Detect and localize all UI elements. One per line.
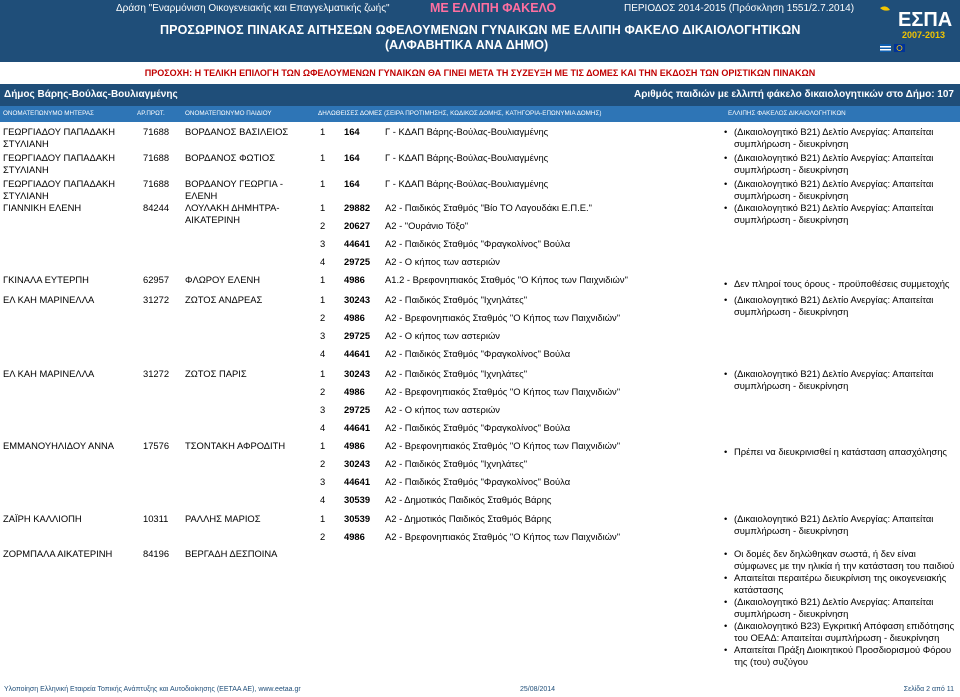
footer-date: 25/08/2014 xyxy=(520,686,556,693)
action-title: Δράση "Εναρμόνιση Οικογενειακής και Επαγγελματικής ζωής" xyxy=(116,3,390,14)
preference-order: 4 xyxy=(320,256,326,267)
municipality-name: Δήμος Βάρης-Βούλας-Βουλιαγμένης xyxy=(4,89,178,100)
structure-name: Α2 - Βρεφονηπιακός Σταθμός "Ο Κήπος των Παιχνιδιών" xyxy=(385,312,621,323)
mother-name: ΓΕΩΡΓΙΑΔΟΥ ΠΑΠΑΔΑΚΗ ΣΤΥΛΙΑΝΗ xyxy=(3,178,116,201)
remark-item: • Απαιτείται Πράξη Διοικητικού Προσδιορισμού Φόρου της (του) συζύγου xyxy=(722,644,956,668)
preference-order: 4 xyxy=(320,422,326,433)
remark-item: • (Δικαιολογητικό Β23) Εγκριτική Απόφαση επιδότησης του ΟΕΑΔ: Απαιτείται συμπλήρωση - διευκρίνηση xyxy=(722,620,956,644)
structure-code: 29725 xyxy=(344,404,371,415)
structure-name: Α2 - "Ουράνιο Τόξο" xyxy=(385,220,469,231)
municipality-bar xyxy=(0,84,960,106)
structure-code: 164 xyxy=(344,152,360,163)
structure-name: Α2 - Ο κήπος των αστεριών xyxy=(385,256,500,267)
remarks-list xyxy=(722,446,956,458)
incomplete-file-title: ΜΕ ΕΛΛΙΠΗ ΦΑΚΕΛΟ xyxy=(430,1,557,15)
protocol-number: 84244 xyxy=(143,202,170,213)
remark-item: • (Δικαιολογητικό Β21) Δελτίο Ανεργίας: Απαιτείται συμπλήρωση - διευκρίνηση xyxy=(722,202,956,226)
footer-page-number: Σελίδα 2 από 11 xyxy=(903,686,954,693)
structure-code: 30539 xyxy=(344,513,371,524)
child-name: ΒΟΡΔΑΝΟΣ ΦΩΤΙΟΣ xyxy=(185,152,275,163)
preference-order: 1 xyxy=(320,513,326,524)
remarks-list xyxy=(722,278,956,290)
warning-banner: ΠΡΟΣΟΧΗ: Η ΤΕΛΙΚΗ ΕΠΙΛΟΓΗ ΤΩΝ ΩΦΕΛΟΥΜΕΝΩΝ ΓΥΝΑΙΚΩΝ ΘΑ ΓΙΝΕΙ ΜΕΤΑ ΤΗ ΣΥΖΕΥΞΗ ΜΕ ΤΙΣ ΔΟΜΕΣ ΚΑΙ ΤΗΝ ΕΚΔΟΣΗ ΤΩΝ ΟΡΙΣΤΙΚΩΝ ΠΙΝΑΚΩΝ xyxy=(0,62,960,84)
protocol-number: 71688 xyxy=(143,178,170,189)
remark-item: • Πρέπει να διευκρινισθεί η κατάσταση απασχόλησης xyxy=(722,446,956,458)
preference-order: 2 xyxy=(320,312,326,323)
remark-item: • Οι δομές δεν δηλώθηκαν σωστά, ή δεν είναι σύμφωνες με την ηλικία ή την κατάσταση του παιδιού xyxy=(722,548,956,572)
structure-code: 4986 xyxy=(344,274,365,285)
remarks-list xyxy=(722,294,956,318)
structure-code: 164 xyxy=(344,126,360,137)
structure-name: Α2 - Παιδικός Σταθμός "Ιχνηλάτες" xyxy=(385,294,528,305)
page-header xyxy=(0,0,960,62)
structure-code: 30243 xyxy=(344,368,371,379)
preference-order: 2 xyxy=(320,220,326,231)
protocol-number: 71688 xyxy=(143,152,170,163)
remark-item: • Δεν πληροί τους όρους - προϋποθέσεις συμμετοχής xyxy=(722,278,956,290)
col-remarks: ΕΛΛΙΠΗΣ ΦΑΚΕΛΟΣ ΔΙΚΑΙΟΛΟΓΗΤΙΚΩΝ xyxy=(728,110,846,117)
mother-name: ΖΟΡΜΠΑΛΑ ΑΙΚΑΤΕΡΙΝΗ xyxy=(3,548,113,559)
remark-item: • Απαιτείται περαιτέρω διευκρίνιση της οικογενειακής κατάστασης xyxy=(722,572,956,596)
structure-code: 44641 xyxy=(344,238,371,249)
structure-code: 20627 xyxy=(344,220,371,231)
logo-text: ΕΣΠΑ xyxy=(898,9,953,31)
remark-item: • (Δικαιολογητικό Β21) Δελτίο Ανεργίας: Απαιτείται συμπλήρωση - διευκρίνηση xyxy=(722,152,956,176)
child-name: ΒΟΡΔΑΝΟΣ ΒΑΣΙΛΕΙΟΣ xyxy=(185,126,289,137)
structure-name: Α2 - Παιδικός Σταθμός "Ιχνηλάτες" xyxy=(385,368,528,379)
footer-credit: Υλοποίηση Ελληνική Εταιρεία Τοπικής Ανάπτυξης και Αυτοδιοίκησης (ΕΕΤΑΑ ΑΕ), www.eetaa.gr xyxy=(4,686,301,693)
col-child: ΟΝΟΜΑΤΕΠΩΝΥΜΟ ΠΑΙΔΙΟΥ xyxy=(185,110,272,117)
child-name: ΤΣΟΝΤΑΚΗ ΑΦΡΟΔΙΤΗ xyxy=(185,440,286,451)
col-mother: ΟΝΟΜΑΤΕΠΩΝΥΜΟ ΜΗΤΕΡΑΣ xyxy=(3,110,94,117)
child-name: ΖΩΤΟΣ ΑΝΔΡΕΑΣ xyxy=(185,294,263,305)
child-name: ΦΛΩΡΟΥ ΕΛΕΝΗ xyxy=(185,274,260,285)
structure-code: 30243 xyxy=(344,458,371,469)
protocol-number: 31272 xyxy=(143,294,170,305)
preference-order: 2 xyxy=(320,458,326,469)
remarks-list xyxy=(722,368,956,392)
page-footer xyxy=(0,683,960,697)
structure-name: Α2 - Παιδικός Σταθμός "Ιχνηλάτες" xyxy=(385,458,528,469)
remarks-list xyxy=(722,202,956,226)
structure-name: Γ - ΚΔΑΠ Βάρης-Βούλας-Βουλιαγμένης xyxy=(385,152,549,163)
structure-name: Α2 - Παιδικός Σταθμός "Φραγκολίνος" Βούλα xyxy=(385,348,571,359)
child-name: ΖΩΤΟΣ ΠΑΡΙΣ xyxy=(185,368,247,379)
municipality-count: Αριθμός παιδιών με ελλιπή φάκελο δικαιολογητικών στο Δήμο: 107 xyxy=(634,89,954,100)
structure-code: 4986 xyxy=(344,312,365,323)
structure-code: 29725 xyxy=(344,256,371,267)
protocol-number: 10311 xyxy=(143,513,169,524)
document-title: ΠΡΟΣΩΡΙΝΟΣ ΠΙΝΑΚΑΣ ΑΙΤΗΣΕΩΝ ΩΦΕΛΟΥΜΕΝΩΝ ΓΥΝΑΙΚΩΝ ΜΕ ΕΛΛΙΠΗ ΦΑΚΕΛΟ ΔΙΚΑΙΟΛΟΓΗΤΙΚΩΝ xyxy=(160,23,801,37)
preference-order: 4 xyxy=(320,348,326,359)
structure-code: 44641 xyxy=(344,422,371,433)
period-label: ΠΕΡΙΟΔΟΣ 2014-2015 (Πρόσκληση 1551/2.7.2014) xyxy=(624,3,855,14)
structure-name: Γ - ΚΔΑΠ Βάρης-Βούλας-Βουλιαγμένης xyxy=(385,178,549,189)
protocol-number: 62957 xyxy=(143,274,170,285)
structure-name: Α2 - Βρεφονηπιακός Σταθμός "Ο Κήπος των Παιχνιδιών" xyxy=(385,531,621,542)
structure-code: 164 xyxy=(344,178,360,189)
structure-name: Α2 - Βρεφονηπιακός Σταθμός "Ο Κήπος των Παιχνιδιών" xyxy=(385,440,621,451)
mother-name: ΓΙΑΝΝΙΚΗ ΕΛΕΝΗ xyxy=(3,202,82,213)
structure-code: 29882 xyxy=(344,202,371,213)
remarks-list xyxy=(722,152,956,176)
preference-order: 3 xyxy=(320,238,326,249)
protocol-number: 84196 xyxy=(143,548,170,559)
mother-name: ΓΕΩΡΓΙΑΔΟΥ ΠΑΠΑΔΑΚΗ ΣΤΥΛΙΑΝΗ xyxy=(3,152,116,175)
preference-order: 1 xyxy=(320,368,326,379)
mother-name: ΓΕΩΡΓΙΑΔΟΥ ΠΑΠΑΔΑΚΗ ΣΤΥΛΙΑΝΗ xyxy=(3,126,116,149)
mother-name: ΕΛ ΚΑΗ ΜΑΡΙΝΕΛΛΑ xyxy=(3,368,95,379)
preference-order: 2 xyxy=(320,386,326,397)
structure-name: Α1.2 - Βρεφονηπιακός Σταθμός "Ο Κήπος των Παιχνιδιών" xyxy=(385,274,628,285)
preference-order: 1 xyxy=(320,126,326,137)
document-subtitle: (ΑΛΦΑΒΗΤΙΚΑ ΑΝΑ ΔΗΜΟ) xyxy=(385,38,549,52)
remark-item: • (Δικαιολογητικό Β21) Δελτίο Ανεργίας: Απαιτείται συμπλήρωση - διευκρίνηση xyxy=(722,126,956,150)
structure-code: 4986 xyxy=(344,531,365,542)
remark-item: • (Δικαιολογητικό Β21) Δελτίο Ανεργίας: Απαιτείται συμπλήρωση - διευκρίνηση xyxy=(722,178,956,202)
protocol-number: 71688 xyxy=(143,126,170,137)
structure-code: 29725 xyxy=(344,330,371,341)
preference-order: 1 xyxy=(320,178,326,189)
structure-name: Α2 - Δημοτικός Παιδικός Σταθμός Βάρης xyxy=(385,494,552,505)
structure-code: 4986 xyxy=(344,386,365,397)
table-header xyxy=(0,106,960,122)
child-name: ΛΟΥΛΑΚΗ ΔΗΜΗΤΡΑ-ΑΙΚΑΤΕΡΙΝΗ xyxy=(185,202,280,225)
remarks-list xyxy=(722,513,956,537)
preference-order: 1 xyxy=(320,152,326,163)
structure-name: Α2 - Ο κήπος των αστεριών xyxy=(385,330,500,341)
preference-order: 1 xyxy=(320,440,326,451)
mother-name: ΕΛ ΚΑΗ ΜΑΡΙΝΕΛΛΑ xyxy=(3,294,95,305)
child-name: ΒΟΡΔΑΝΟΥ ΓΕΩΡΓΙΑ - ΕΛΕΝΗ xyxy=(185,178,283,201)
logo-years: 2007-2013 xyxy=(902,30,946,40)
child-name: ΒΕΡΓΑΔΗ ΔΕΣΠΟΙΝΑ xyxy=(185,548,278,559)
mother-name: ΖΑΪΡΗ ΚΑΛΛΙΟΠΗ xyxy=(3,513,82,524)
preference-order: 1 xyxy=(320,294,326,305)
mother-name: ΓΚΙΝΑΛΑ ΕΥΤΕΡΠΗ xyxy=(3,274,89,285)
remarks-list xyxy=(722,548,956,668)
structure-name: Α2 - Παιδικός Σταθμός "Βίο ΤΟ Λαγουδάκι Ε.Π.Ε." xyxy=(385,202,592,213)
preference-order: 1 xyxy=(320,274,326,285)
protocol-number: 31272 xyxy=(143,368,170,379)
structure-name: Α2 - Βρεφονηπιακός Σταθμός "Ο Κήπος των Παιχνιδιών" xyxy=(385,386,621,397)
col-structures: ΔΗΛΩΘΕΙΣΕΣ ΔΟΜΕΣ (ΣΕΙΡΑ ΠΡΟΤΙΜΗΣΗΣ, ΚΩΔΙΚΟΣ ΔΟΜΗΣ, ΚΑΤΗΓΟΡΙΑ-ΕΠΩΝΥΜΙΑ ΔΟΜΗΣ) xyxy=(318,110,602,117)
preference-order: 3 xyxy=(320,330,326,341)
col-arpr: ΑΡ.ΠΡΩΤ. xyxy=(137,110,165,117)
remark-item: • (Δικαιολογητικό Β21) Δελτίο Ανεργίας: Απαιτείται συμπλήρωση - διευκρίνηση xyxy=(722,294,956,318)
espa-logo-icon xyxy=(876,2,958,58)
structure-code: 4986 xyxy=(344,440,365,451)
structure-name: Α2 - Παιδικός Σταθμός "Φραγκολίνος" Βούλα xyxy=(385,238,571,249)
remarks-list xyxy=(722,178,956,202)
remarks-list xyxy=(722,126,956,150)
structure-code: 44641 xyxy=(344,476,371,487)
structure-name: Α2 - Ο κήπος των αστεριών xyxy=(385,404,500,415)
structure-name: Α2 - Παιδικός Σταθμός "Φραγκολίνος" Βούλα xyxy=(385,476,571,487)
preference-order: 3 xyxy=(320,476,326,487)
child-name: ΡΑΛΛΗΣ ΜΑΡΙΟΣ xyxy=(185,513,261,524)
structure-code: 30243 xyxy=(344,294,371,305)
structure-code: 30539 xyxy=(344,494,371,505)
remark-item: • (Δικαιολογητικό Β21) Δελτίο Ανεργίας: Απαιτείται συμπλήρωση - διευκρίνηση xyxy=(722,368,956,392)
remark-item: • (Δικαιολογητικό Β21) Δελτίο Ανεργίας: Απαιτείται συμπλήρωση - διευκρίνηση xyxy=(722,513,956,537)
mother-name: ΕΜΜΑΝΟΥΗΛΙΔΟΥ ΑΝΝΑ xyxy=(3,440,115,451)
remark-item: • (Δικαιολογητικό Β21) Δελτίο Ανεργίας: Απαιτείται συμπλήρωση - διευκρίνηση xyxy=(722,596,956,620)
preference-order: 1 xyxy=(320,202,326,213)
preference-order: 2 xyxy=(320,531,326,542)
structure-name: Γ - ΚΔΑΠ Βάρης-Βούλας-Βουλιαγμένης xyxy=(385,126,549,137)
structure-code: 44641 xyxy=(344,348,371,359)
protocol-number: 17576 xyxy=(143,440,170,451)
preference-order: 3 xyxy=(320,404,326,415)
preference-order: 4 xyxy=(320,494,326,505)
structure-name: Α2 - Δημοτικός Παιδικός Σταθμός Βάρης xyxy=(385,513,552,524)
structure-name: Α2 - Παιδικός Σταθμός "Φραγκολίνος" Βούλα xyxy=(385,422,571,433)
